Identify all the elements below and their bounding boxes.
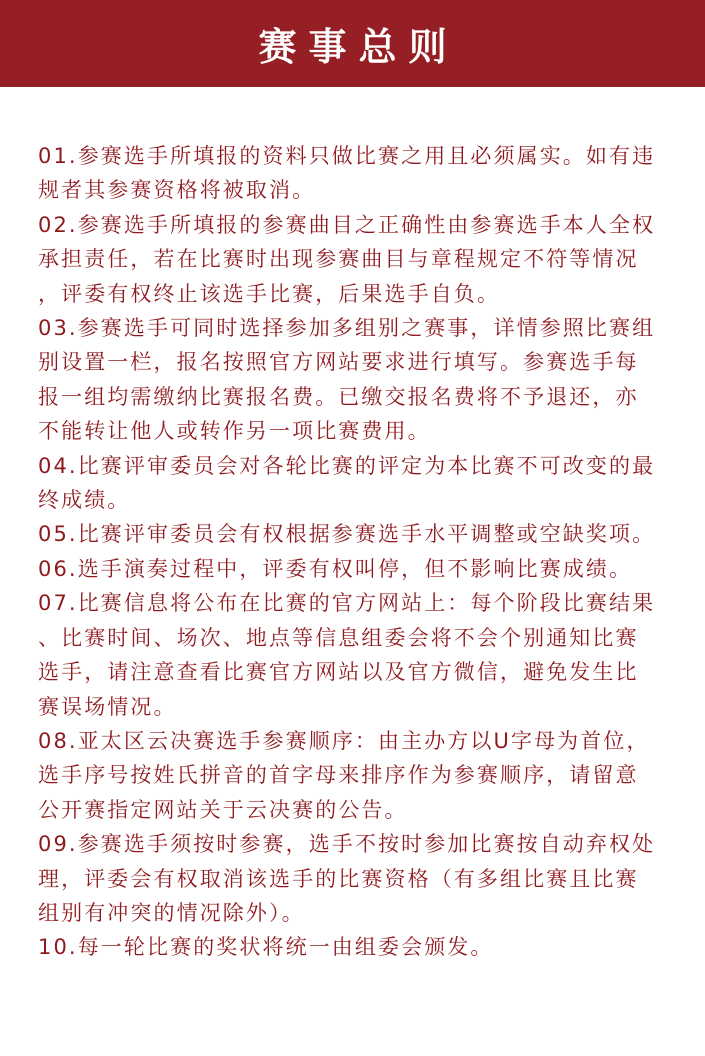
header-banner <box>0 0 705 87</box>
rule-line: 选手，请注意查看比赛官方网站以及官方微信，避免发生比 <box>38 660 639 685</box>
rule-line: 别设置一栏，报名按照官方网站要求进行填写。参赛选手每 <box>38 350 639 375</box>
rule-line: 09.参赛选手须按时参赛，选手不按时参加比赛按自动弃权处 <box>38 832 656 857</box>
rule-line: 07.比赛信息将公布在比赛的官方网站上：每个阶段比赛结果 <box>38 591 656 616</box>
rule-item-01 <box>38 139 674 208</box>
rule-item-03 <box>38 311 674 449</box>
rule-line: 05.比赛评审委员会有权根据参赛选手水平调整或空缺奖项。 <box>38 522 656 547</box>
rule-line: 选手序号按姓氏拼音的首字母来排序作为参赛顺序，请留意 <box>38 763 639 788</box>
rule-line: 赛误场情况。 <box>38 694 177 719</box>
rule-line: 报一组均需缴纳比赛报名费。已缴交报名费将不予退还，亦 <box>38 384 639 409</box>
rule-item-02 <box>38 208 674 311</box>
rule-item-06 <box>38 552 674 586</box>
rule-line: 承担责任，若在比赛时出现参赛曲目与章程规定不符等情况 <box>38 247 639 272</box>
rule-line: 06.选手演奏过程中，评委有权叫停，但不影响比赛成绩。 <box>38 556 633 581</box>
page-title: 赛事总则 <box>258 25 459 69</box>
rule-line: 03.参赛选手可同时选择参加多组别之赛事，详情参照比赛组 <box>38 316 656 341</box>
rule-line: 公开赛指定网站关于云决赛的公告。 <box>38 797 408 822</box>
rule-item-05 <box>38 517 674 551</box>
rule-line: 理，评委会有权取消该选手的比赛资格（有多组比赛且比赛 <box>38 866 639 891</box>
rule-item-08 <box>38 724 674 827</box>
rule-item-10 <box>38 930 674 964</box>
rule-line: 规者其参赛资格将被取消。 <box>38 178 316 203</box>
rule-line: 组别有冲突的情况除外）。 <box>38 900 305 925</box>
rules-list <box>38 139 674 965</box>
rule-line: 终成绩。 <box>38 488 131 513</box>
rule-line: ，评委有权终止该选手比赛，后果选手自负。 <box>38 281 500 306</box>
rule-line: 、比赛时间、场次、地点等信息组委会将不会个别通知比赛 <box>38 625 639 650</box>
rule-item-09 <box>38 827 674 930</box>
rule-line: 01.参赛选手所填报的资料只做比赛之用且必须属实。如有违 <box>38 144 656 168</box>
rule-line: 04.比赛评审委员会对各轮比赛的评定为本比赛不可改变的最 <box>38 453 656 478</box>
rule-line: 02.参赛选手所填报的参赛曲目之正确性由参赛选手本人全权 <box>38 212 656 237</box>
rule-line: 不能转让他人或转作另一项比赛费用。 <box>38 419 431 444</box>
rule-line: 08.亚太区云决赛选手参赛顺序：由主办方以U字母为首位， <box>38 728 650 753</box>
rule-line: 10.每一轮比赛的奖状将统一由组委会颁发。 <box>38 935 494 960</box>
rule-item-07 <box>38 586 674 724</box>
rule-item-04 <box>38 449 674 518</box>
